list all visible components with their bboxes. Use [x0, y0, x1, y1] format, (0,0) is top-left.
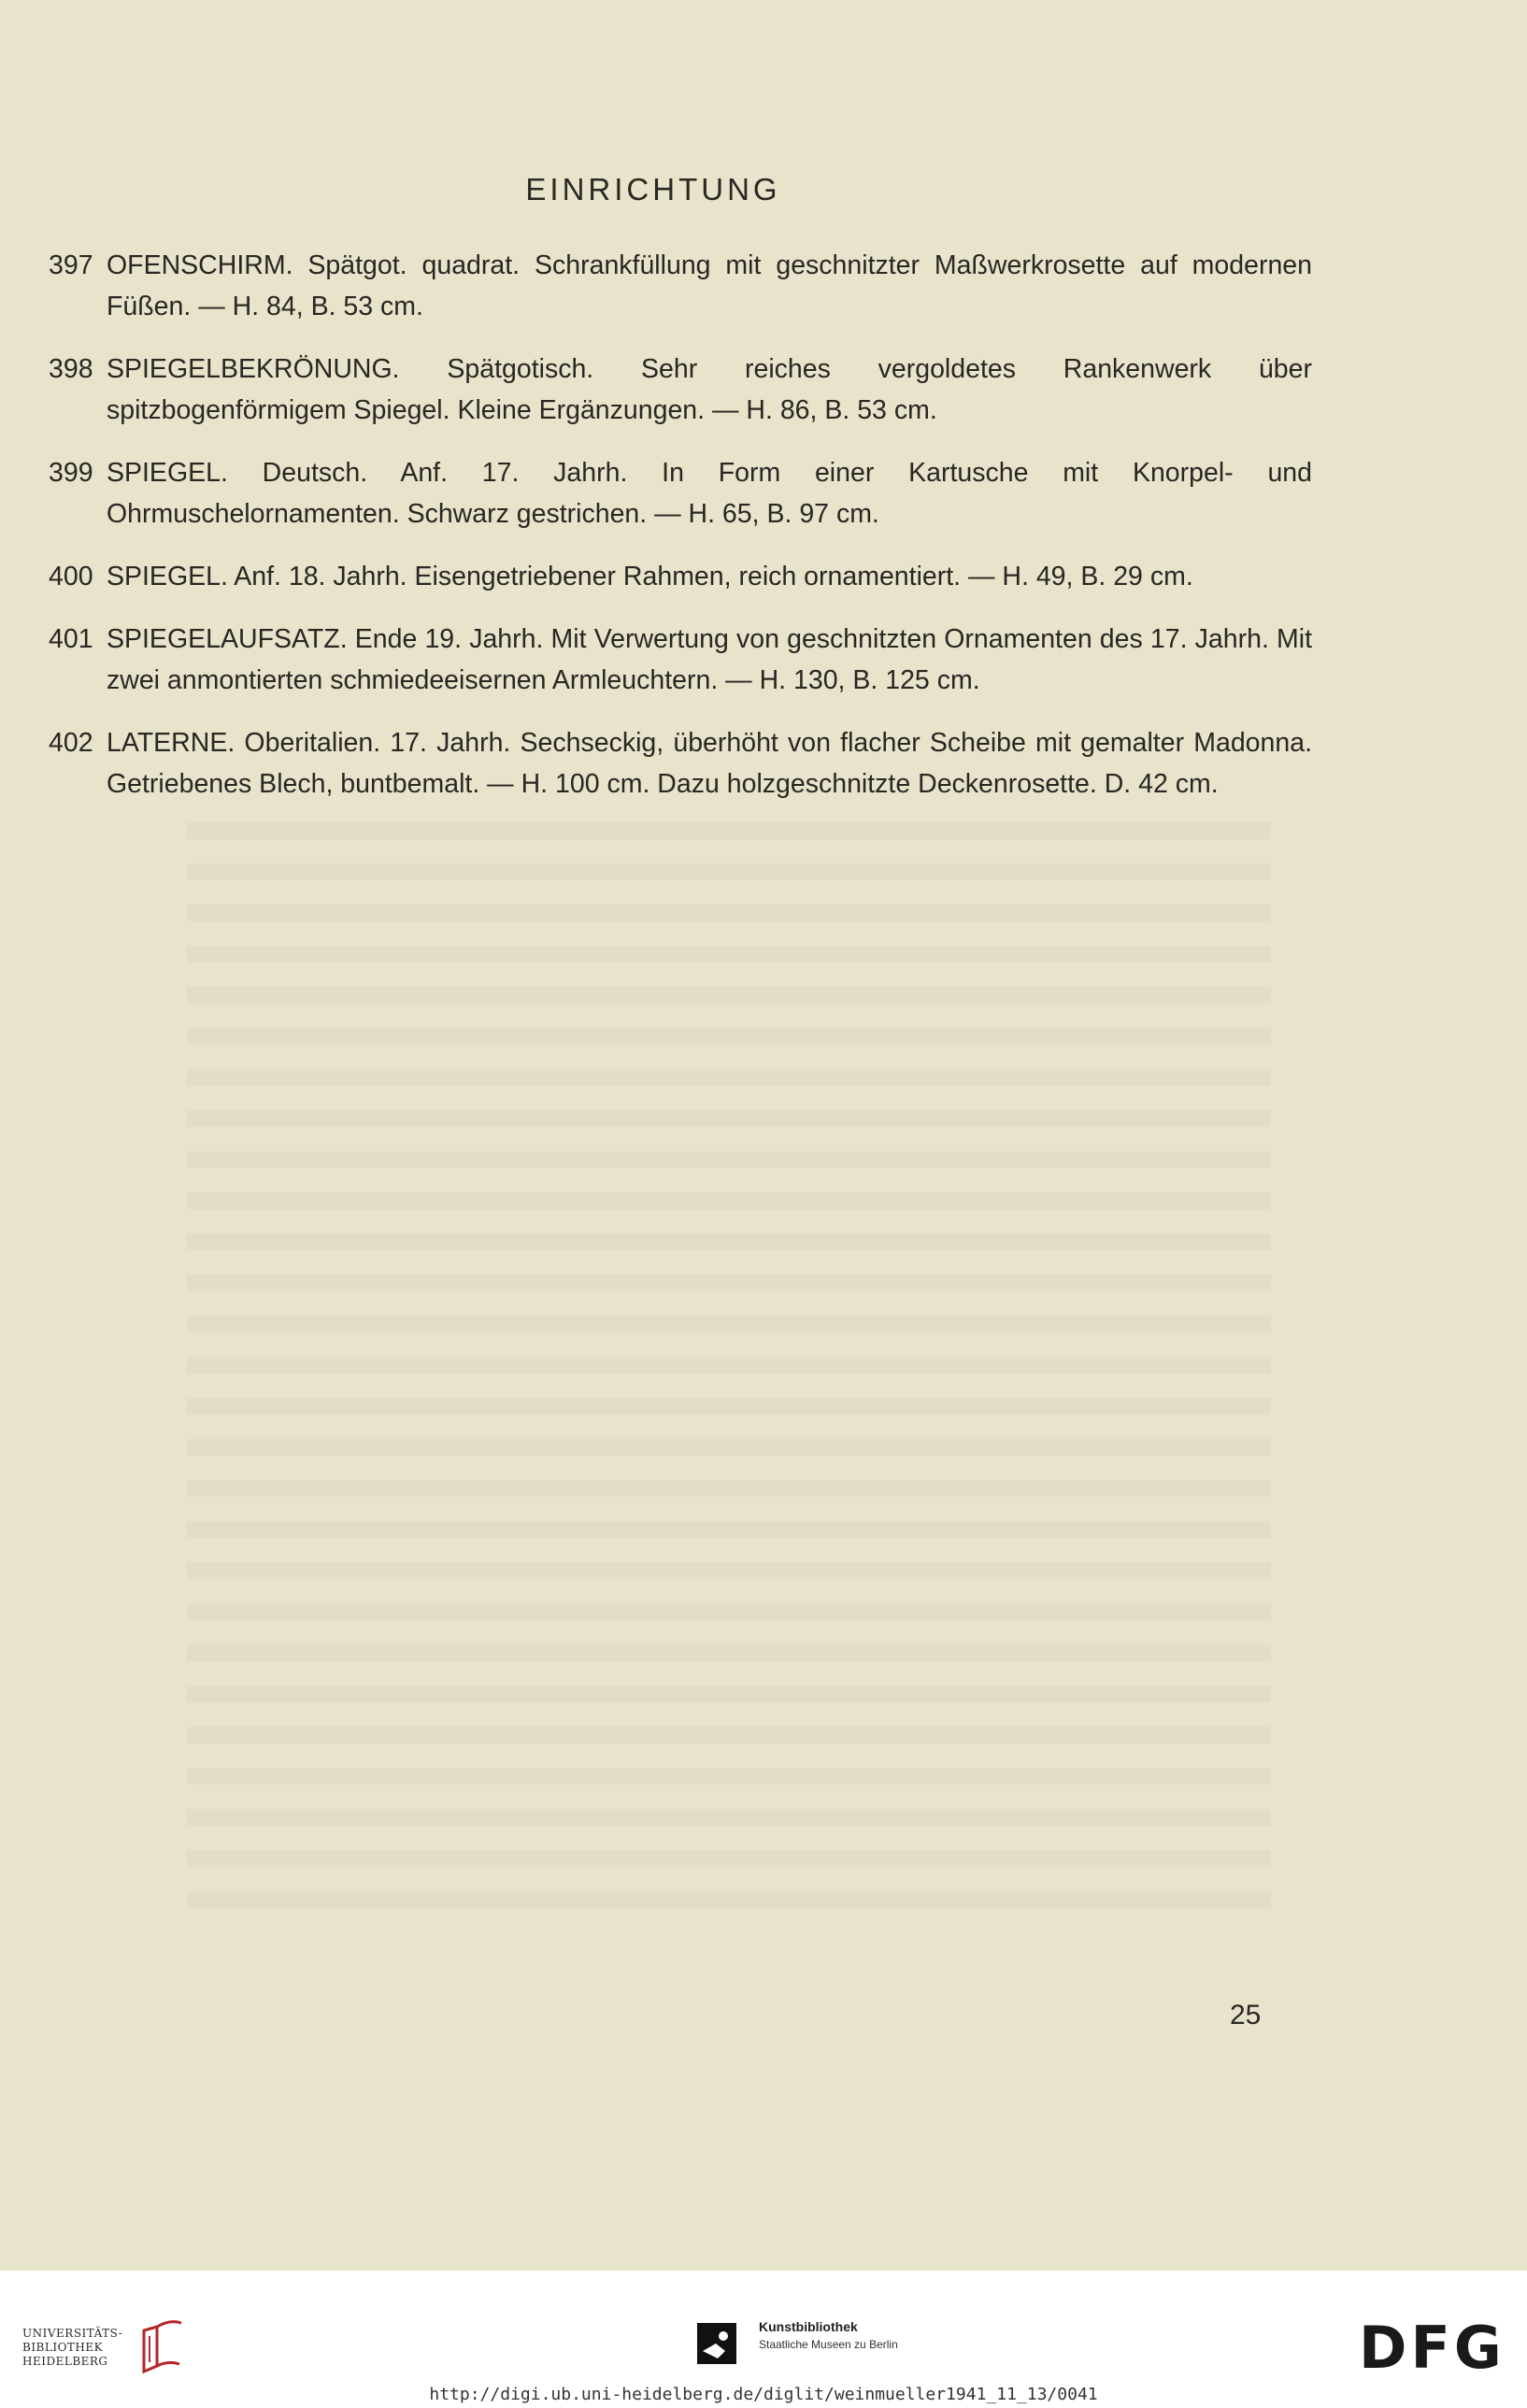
bleed-through-texture: [187, 822, 1271, 1925]
catalog-entry: [49, 245, 1312, 327]
page-number: 25: [1230, 2000, 1262, 2030]
entry-number: 398: [49, 354, 93, 384]
entry-text: SPIEGELBEKRÖNUNG. Spätgotisch. Sehr reiches vergoldetes Rankenwerk über spitzbogenförmigem Spiegel. Kleine Ergänzungen. — H. 86, B. 53 cm.: [107, 354, 1312, 425]
ub-line: BIBLIOTHEK: [22, 2341, 104, 2354]
catalog-entry: [49, 556, 1263, 597]
entry-number: 402: [49, 728, 93, 758]
catalog-entry: [49, 619, 1312, 701]
entry-text: LATERNE. Oberitalien. 17. Jahrh. Sechseckig, überhöht von flacher Scheibe mit gemalter Madonna. Getriebenes Blech, buntbemalt. — H. 100 cm. Dazu holzgeschnitzte Deckenrosette. D. 42 cm.: [107, 728, 1312, 799]
ub-line: HEIDELBERG: [22, 2355, 108, 2368]
kunstbibliothek-subtitle: Staatliche Museen zu Berlin: [759, 2338, 898, 2351]
ub-heidelberg-wordmark[interactable]: [22, 2327, 122, 2369]
entry-text: OFENSCHIRM. Spätgot. quadrat. Schrankfüllung mit geschnitzter Maßwerkrosette auf modernen Füßen. — H. 84, B. 53 cm.: [107, 250, 1312, 321]
ub-heidelberg-logo-icon[interactable]: [140, 2317, 187, 2375]
kunstbibliothek-title[interactable]: Kunstbibliothek: [759, 2319, 858, 2334]
catalog-entries: [49, 245, 1312, 826]
entry-number: 400: [49, 562, 93, 591]
catalog-entry: [49, 722, 1312, 805]
kunstbibliothek-logo-icon[interactable]: [697, 2323, 736, 2364]
entry-number: 401: [49, 624, 93, 654]
entry-number: 397: [49, 250, 93, 280]
catalog-entry: [49, 349, 1312, 431]
entry-text: SPIEGEL. Deutsch. Anf. 17. Jahrh. In Form einer Kartusche mit Knorpel- und Ohrmuschelornamenten. Schwarz gestrichen. — H. 65, B. 97 cm.: [107, 458, 1312, 529]
ub-line: UNIVERSITÄTS-: [22, 2327, 123, 2340]
catalog-entry: [49, 452, 1312, 534]
dfg-logo[interactable]: DFG: [1359, 2314, 1506, 2382]
permalink-url[interactable]: http://digi.ub.uni-heidelberg.de/diglit/weinmueller1941_11_13/0041: [429, 2385, 1098, 2404]
page-heading: EINRICHTUNG: [525, 172, 781, 207]
entry-text: SPIEGELAUFSATZ. Ende 19. Jahrh. Mit Verwertung von geschnitzten Ornamenten des 17. Jahrh. Mit zwei anmontierten schmiedeeisernen Armleuchtern. — H. 130, B. 125 cm.: [107, 624, 1312, 695]
entry-text: SPIEGEL. Anf. 18. Jahrh. Eisengetriebener Rahmen, reich ornamentiert. — H. 49, B. 29 cm.: [107, 562, 1193, 591]
entry-number: 399: [49, 458, 93, 488]
